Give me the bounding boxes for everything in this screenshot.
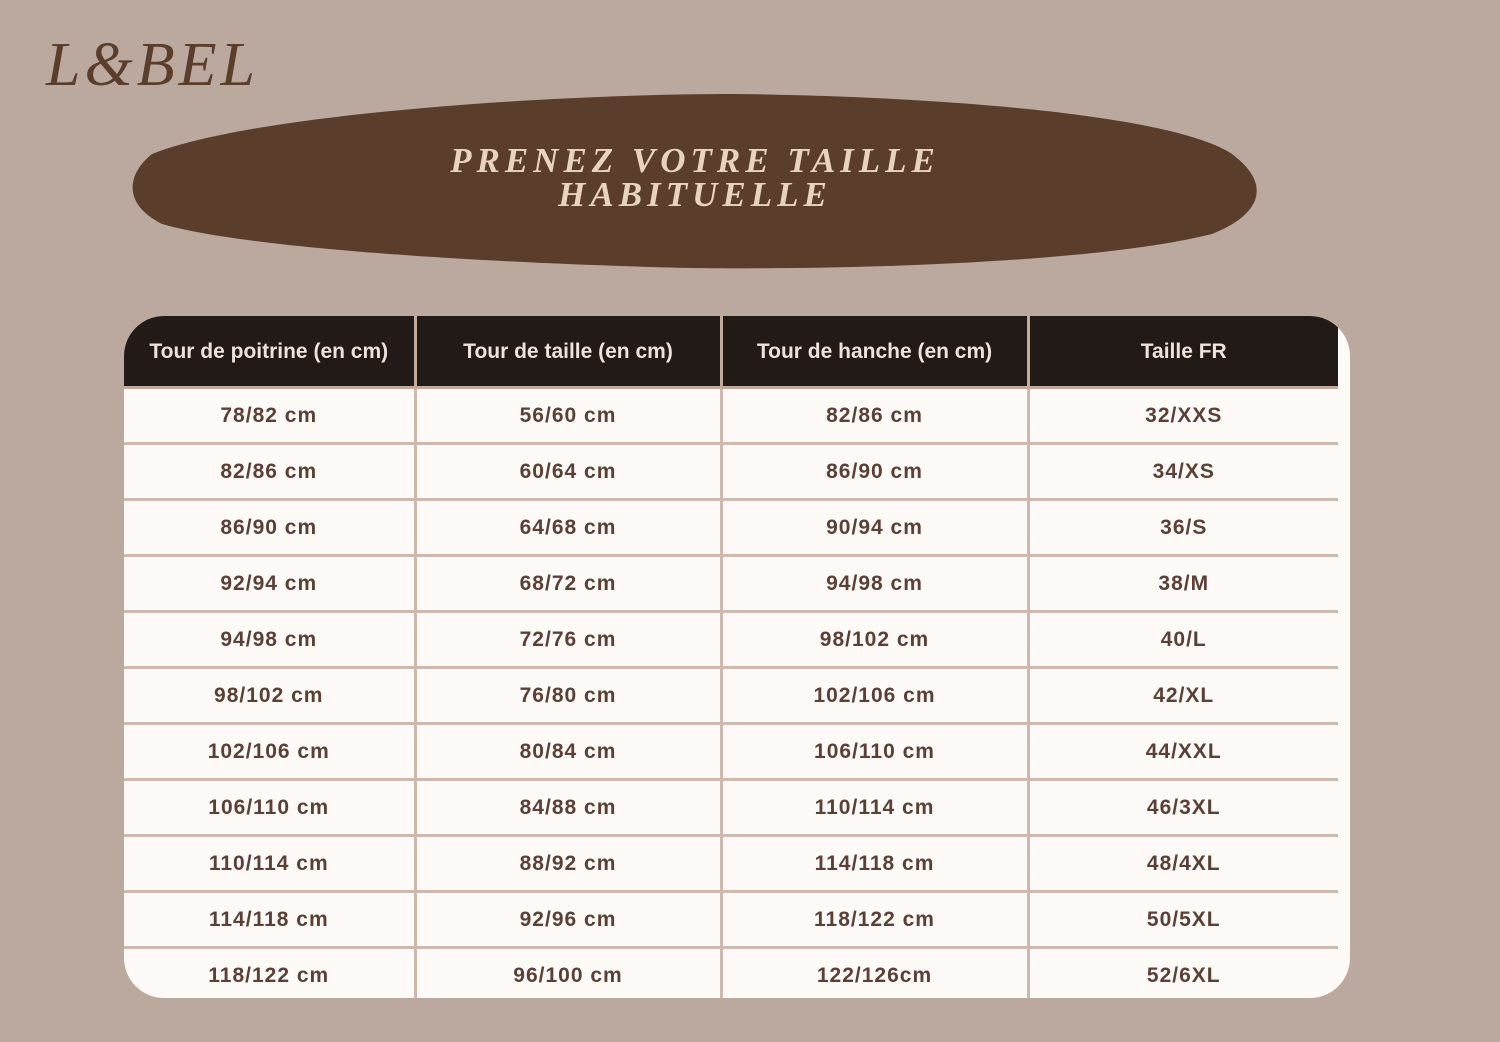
cell-size: 34/XS xyxy=(1028,444,1338,500)
cell-hip: 114/118 cm xyxy=(721,836,1028,892)
banner-title-line1: PRENEZ VOTRE TAILLE xyxy=(450,141,940,180)
table-row xyxy=(124,724,1338,780)
size-chart-table xyxy=(124,316,1338,998)
cell-waist: 88/92 cm xyxy=(415,836,721,892)
cell-size: 40/L xyxy=(1028,612,1338,668)
cell-chest: 118/122 cm xyxy=(124,948,415,999)
cell-hip: 122/126cm xyxy=(721,948,1028,999)
table-row xyxy=(124,556,1338,612)
table-row xyxy=(124,500,1338,556)
cell-waist: 92/96 cm xyxy=(415,892,721,948)
table-row xyxy=(124,388,1338,444)
cell-hip: 110/114 cm xyxy=(721,780,1028,836)
cell-hip: 106/110 cm xyxy=(721,724,1028,780)
table-row xyxy=(124,612,1338,668)
header-hip: Tour de hanche (en cm) xyxy=(721,316,1028,388)
cell-waist: 80/84 cm xyxy=(415,724,721,780)
cell-waist: 76/80 cm xyxy=(415,668,721,724)
brand-logo: L&BEL xyxy=(46,31,259,99)
cell-chest: 98/102 cm xyxy=(124,668,415,724)
header-size-fr: Taille FR xyxy=(1028,316,1338,388)
cell-hip: 94/98 cm xyxy=(721,556,1028,612)
cell-hip: 90/94 cm xyxy=(721,500,1028,556)
cell-waist: 96/100 cm xyxy=(415,948,721,999)
cell-chest: 86/90 cm xyxy=(124,500,415,556)
title-banner xyxy=(132,94,1258,270)
cell-hip: 102/106 cm xyxy=(721,668,1028,724)
cell-chest: 92/94 cm xyxy=(124,556,415,612)
cell-size: 42/XL xyxy=(1028,668,1338,724)
table-row xyxy=(124,444,1338,500)
cell-chest: 78/82 cm xyxy=(124,388,415,444)
banner-title-line2: HABITUELLE xyxy=(558,175,832,214)
cell-waist: 60/64 cm xyxy=(415,444,721,500)
cell-waist: 84/88 cm xyxy=(415,780,721,836)
cell-chest: 110/114 cm xyxy=(124,836,415,892)
table-row xyxy=(124,668,1338,724)
table-row xyxy=(124,780,1338,836)
cell-hip: 98/102 cm xyxy=(721,612,1028,668)
table-header-row xyxy=(124,316,1338,388)
cell-size: 32/XXS xyxy=(1028,388,1338,444)
cell-hip: 118/122 cm xyxy=(721,892,1028,948)
cell-chest: 94/98 cm xyxy=(124,612,415,668)
cell-size: 38/M xyxy=(1028,556,1338,612)
cell-chest: 102/106 cm xyxy=(124,724,415,780)
cell-size: 36/S xyxy=(1028,500,1338,556)
cell-hip: 82/86 cm xyxy=(721,388,1028,444)
cell-waist: 72/76 cm xyxy=(415,612,721,668)
cell-chest: 114/118 cm xyxy=(124,892,415,948)
cell-size: 52/6XL xyxy=(1028,948,1338,999)
cell-waist: 56/60 cm xyxy=(415,388,721,444)
cell-size: 50/5XL xyxy=(1028,892,1338,948)
cell-chest: 82/86 cm xyxy=(124,444,415,500)
cell-waist: 68/72 cm xyxy=(415,556,721,612)
size-chart-table-container xyxy=(124,316,1350,998)
cell-size: 46/3XL xyxy=(1028,780,1338,836)
cell-size: 44/XXL xyxy=(1028,724,1338,780)
cell-waist: 64/68 cm xyxy=(415,500,721,556)
table-row xyxy=(124,836,1338,892)
cell-hip: 86/90 cm xyxy=(721,444,1028,500)
header-waist: Tour de taille (en cm) xyxy=(415,316,721,388)
table-row xyxy=(124,892,1338,948)
header-chest: Tour de poitrine (en cm) xyxy=(124,316,415,388)
cell-chest: 106/110 cm xyxy=(124,780,415,836)
cell-size: 48/4XL xyxy=(1028,836,1338,892)
table-row xyxy=(124,948,1338,999)
